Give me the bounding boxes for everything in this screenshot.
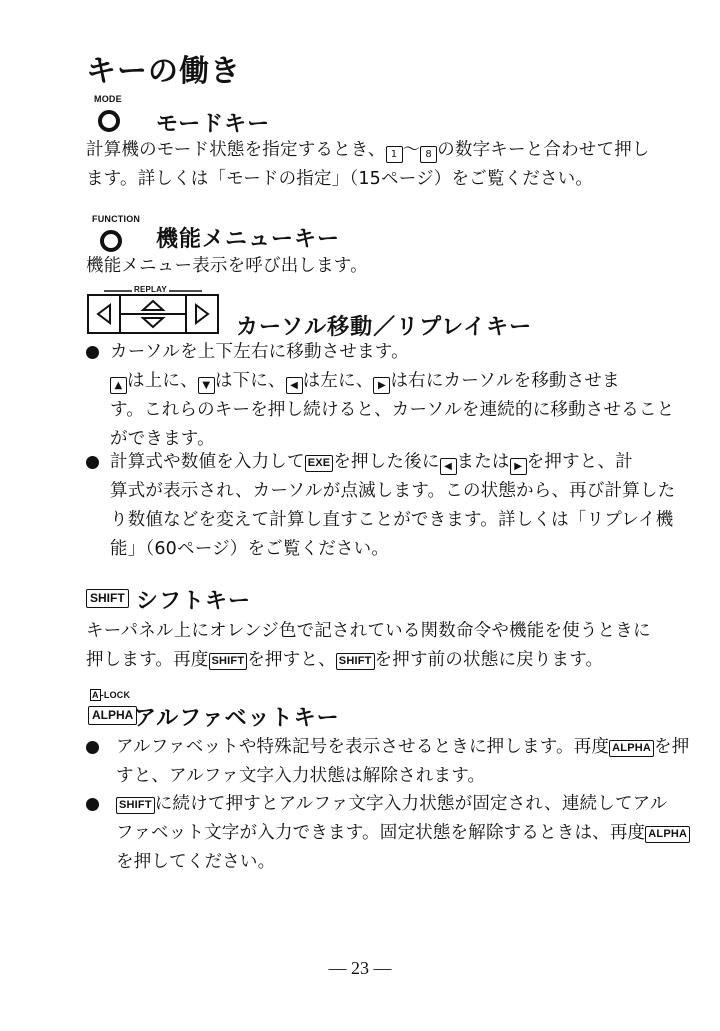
right-key-icon: ▶ — [373, 377, 390, 394]
function-key-icon — [100, 230, 122, 252]
alpha-bullet-1: アルファベットや特殊記号を表示させるときに押します。再度 ALPHA を押 すと、アルファ文字入力状態は解除されます。 — [116, 737, 690, 786]
mode-description: 計算機のモード状態を指定するとき、 1 ～ 8 の数字キーと合わせて押し ます。詳しくは「モードの指定」（15ページ）をご覧ください。 — [86, 140, 650, 189]
right-arrow-icon — [196, 305, 208, 323]
shift-key-icon: SHIFT — [116, 797, 155, 814]
up-arrow-icon — [143, 301, 163, 310]
bullet-icon — [86, 798, 99, 811]
mode-key-label: MODE — [94, 94, 122, 104]
shift-description: キーパネル上にオレンジ色で記されている関数命令や機能を使うときに 押します。再度 SHIFT を押すと、 SHIFT を押す前の状態に戻ります。 — [86, 621, 651, 670]
shift-key-icon: SHIFT — [336, 653, 375, 670]
left-key-icon: ◀ — [440, 458, 457, 475]
replay-label: REPLAY — [134, 285, 167, 294]
mode-key-icon — [98, 110, 120, 132]
exe-key-icon: EXE — [305, 455, 334, 472]
bullet-icon — [86, 741, 99, 754]
function-heading: 機能メニューキー — [156, 227, 341, 252]
alpha-bullet-2: SHIFT に続けて押すとアルファ文字入力状態が固定され、連続してアル ファベット文字が入力できます。固定状態を解除するときは、再度 ALPHA を押してください。 — [116, 790, 690, 877]
alpha-key-icon: ALPHA — [609, 740, 654, 757]
mode-heading: モードキー — [156, 112, 271, 137]
function-description: 機能メニュー表示を呼び出します。 — [86, 256, 368, 276]
up-key-icon: ▲ — [110, 377, 127, 394]
alpha-key-icon: ALPHA — [645, 826, 690, 843]
down-arrow-icon — [143, 318, 163, 327]
page-title: キーの働き — [86, 54, 241, 89]
shift-heading: シフトキー — [136, 589, 252, 614]
right-key-icon: ▶ — [510, 458, 527, 475]
function-key-label: FUNCTION — [92, 214, 141, 224]
down-key-icon: ▼ — [198, 377, 215, 394]
cursor-bullet-2: 計算式や数値を入力して EXE を押した後に ◀ または ▶ を押すと、計 算式が表示され、カーソルが点滅します。この状態から、再び計算した り数値などを変えて計算し直すことができます。詳しくは「リプレイ機 能」（60ページ）をご覧ください。 — [110, 452, 676, 559]
bullet-icon — [86, 456, 99, 469]
alpha-lock-label: A -LOCK — [92, 690, 131, 700]
shift-key-icon: SHIFT — [209, 653, 248, 670]
key-1-icon: 1 — [386, 146, 403, 163]
bullet-icon — [86, 346, 99, 359]
key-8-icon: 8 — [420, 146, 437, 163]
left-key-icon: ◀ — [286, 377, 303, 394]
alpha-heading: アルファベットキー — [134, 706, 340, 731]
cursor-heading: カーソル移動／リプレイキー — [236, 315, 533, 340]
page-number: — 23 — — [328, 958, 392, 978]
shift-key-icon: SHIFT — [86, 588, 129, 608]
left-arrow-icon — [98, 305, 110, 323]
cursor-bullet-1: カーソルを上下左右に移動させます。 ▲ は上に、 ▼ は下に、 ◀ は左に、 ▶ は右にカーソルを移動させま す。これらのキーを押し続けると、カーソルを連続的に移動させること ができます。 — [110, 342, 675, 449]
alpha-key-icon: ALPHA — [88, 705, 137, 725]
replay-key-diagram — [86, 283, 220, 339]
